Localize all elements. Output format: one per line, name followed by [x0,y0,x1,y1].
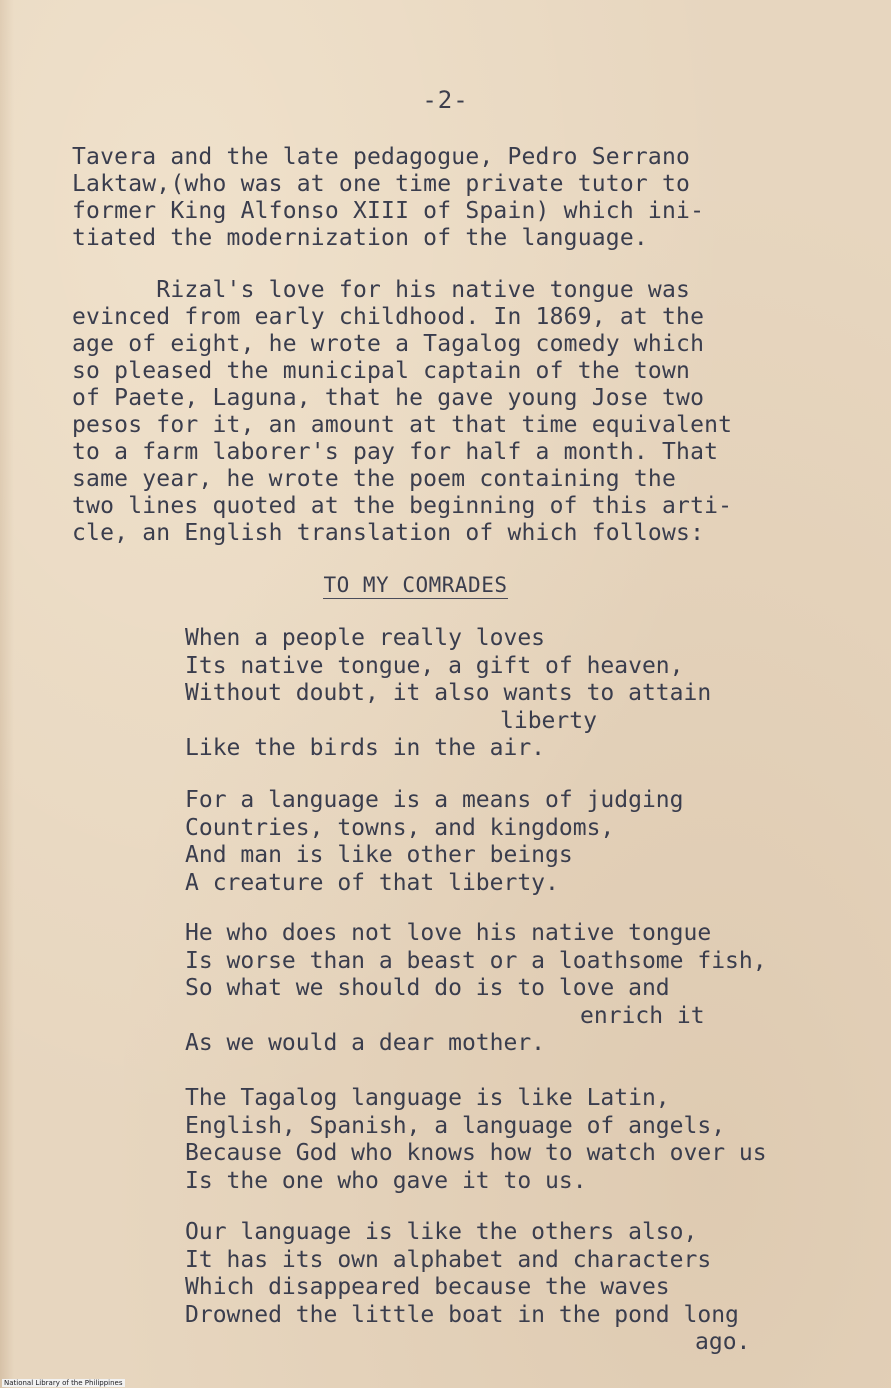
poem-line: As we would a dear mother. [185,1030,546,1056]
poem-line-continuation: liberty [500,707,597,734]
text-line: cle, an English translation of which follows: [72,520,705,546]
poem-line: He who does not love his native tongue [185,920,712,946]
poem-line: Like the birds in the air. [185,735,546,761]
poem-line-continuation: ago. [695,1329,751,1355]
poem-line: Because God who knows how to watch over us [185,1140,767,1166]
poem-line: Our language is like the others also, [185,1219,698,1245]
poem-stanza [185,920,767,1058]
poem-title [0,573,891,599]
poem-line: English, Spanish, a language of angels, [185,1112,726,1139]
poem-line: It has its own alphabet and characters [185,1246,712,1273]
poem-line: A creature of that liberty. [185,869,559,896]
poem-line: Is worse than a beast or a loathsome fish, [185,947,767,974]
text-line: Rizal's love for his native tongue was [72,277,691,303]
paragraph-intro-continued [72,144,704,252]
text-line: age of eight, he wrote a Tagalog comedy which [72,331,705,357]
poem-line: And man is like other beings [185,842,573,868]
library-credit: National Library of the Philippines [4,1379,123,1387]
text-line: evinced from early childhood. In 1869, at the [72,304,705,330]
poem-line: So what we should do is to love and [185,975,670,1001]
page-number: -2- [422,86,469,114]
poem-stanza [185,1219,750,1357]
poem-line: The Tagalog language is like Latin, [185,1085,670,1111]
text-line: pesos for it, an amount at that time equivalent [72,412,733,438]
poem-stanza [185,625,711,763]
poem-line: For a language is a means of judging [185,787,684,813]
poem-line: Countries, towns, and kingdoms, [185,814,615,841]
text-line: to a farm laborer's pay for half a month. That [72,439,719,465]
poem-line: Which disappeared because the waves [185,1274,670,1300]
poem-line-continuation: enrich it [580,1002,705,1029]
text-line: Laktaw,(who was at one time private tutor to [72,171,691,197]
text-line: so pleased the municipal captain of the town [72,358,691,384]
text-line: same year, he wrote the poem containing the [72,466,677,492]
poem-line: Without doubt, it also wants to attain [185,680,712,706]
poem-line: Its native tongue, a gift of heaven, [185,652,684,679]
poem-stanza [185,1085,767,1195]
poem-line: Is the one who gave it to us. [185,1167,587,1194]
text-line: tiated the modernization of the language. [72,225,648,251]
text-line: of Paete, Laguna, that he gave young Jose two [72,385,705,411]
paragraph-rizal-love [72,277,732,547]
text-line: former King Alfonso XIII of Spain) which ini- [72,198,705,224]
text-line: two lines quoted at the beginning of this arti- [72,493,733,519]
poem-line: When a people really loves [185,625,546,651]
poem-title-text: TO MY COMRADES [323,573,508,597]
poem-stanza [185,787,684,897]
text-line: Tavera and the late pedagogue, Pedro Serrano [72,144,691,170]
poem-line: Drowned the little boat in the pond long [185,1301,739,1328]
